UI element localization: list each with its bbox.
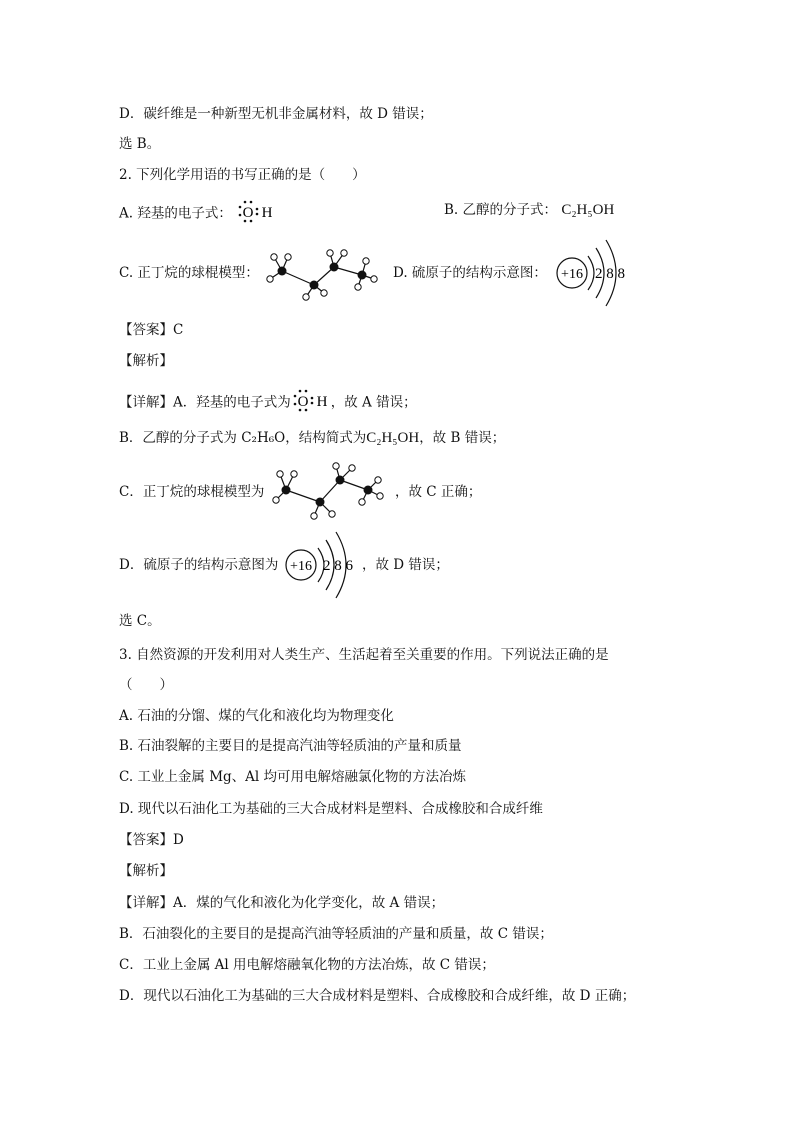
- explanation-a-suffix: ，故 A 错误；: [330, 394, 417, 411]
- sulfur-atom-diagram-answer: [284, 528, 364, 602]
- explanation-d: [119, 555, 278, 575]
- hydroxyl-electron-formula: [236, 200, 276, 228]
- explanation-a: 【详解】A．煤的气化和液化为化学变化，故 A 错误；: [119, 895, 445, 911]
- option-c-text: C. 正丁烷的球棍模型：: [119, 265, 259, 281]
- explanation-b-suffix: ，故 B 错误；: [419, 430, 506, 446]
- electron-shells: 2 8 8: [595, 266, 625, 282]
- ethanol-formula: C₂H₅OH: [561, 202, 615, 218]
- explanation-d-suffix: ，故 D 错误；: [362, 557, 449, 573]
- option-d-text: D. 硫原子的结构示意图：: [393, 265, 547, 281]
- hydroxyl-electron-formula: [291, 389, 331, 417]
- explanation-c: C．工业上金属 Al 用电解熔融氧化物的方法冶炼，故 C 错误；: [119, 957, 495, 973]
- explanation-c: [119, 482, 264, 502]
- analysis-label: 【解析】: [119, 353, 173, 369]
- explanation-b: B．石油裂化的主要目的是提高汽油等轻质油的产量和质量，故 C 错误；: [119, 926, 553, 942]
- hydrogen-symbol: H: [261, 205, 273, 221]
- question-2-stem: 2. 下列化学用语的书写正确的是（ ）: [119, 167, 366, 183]
- explanation-a-text: 【详解】A．羟基的电子式为: [119, 394, 291, 411]
- text-line: 选 B。: [119, 136, 161, 152]
- option-d: D. 现代以石油化工为基础的三大合成材料是塑料、合成橡胶和合成纤维: [119, 801, 543, 817]
- explanation-b-text: B．乙醇的分子式为 C₂H₆O，结构简式为: [119, 430, 367, 446]
- hydrogen-symbol: H: [316, 394, 328, 410]
- nucleus-charge: +16: [290, 559, 312, 574]
- question-3-stem: 3. 自然资源的开发利用对人类生产、生活起着至关重要的作用。下列说法正确的是: [119, 647, 609, 663]
- oxygen-symbol: O: [297, 394, 309, 410]
- question-3-paren: （ ）: [119, 677, 173, 693]
- explanation-c-suffix: ，故 C 正确；: [395, 484, 482, 500]
- option-a: [119, 200, 276, 228]
- option-c: [119, 263, 259, 283]
- explanation-b: [119, 428, 505, 448]
- analysis-label: 【解析】: [119, 863, 173, 879]
- answer-label: 【答案】C: [119, 322, 184, 338]
- explanation-c-text: C．正丁烷的球棍模型为: [119, 484, 265, 500]
- explanation-a: [119, 389, 417, 417]
- option-b: B. 石油裂解的主要目的是提高汽油等轻质油的产量和质量: [119, 738, 462, 754]
- option-b-text: B. 乙醇的分子式：: [444, 202, 558, 218]
- electron-shells: 2 8 6: [323, 558, 353, 574]
- option-d: [393, 263, 547, 283]
- butane-ball-stick-model: [270, 460, 394, 520]
- oxygen-symbol: O: [242, 205, 254, 221]
- answer-label: 【答案】D: [119, 832, 184, 848]
- ethanol-formula: C₂H₅OH: [366, 430, 420, 446]
- explanation-d: D．现代以石油化工为基础的三大合成材料是塑料、合成橡胶和合成纤维，故 D 正确；: [119, 988, 636, 1004]
- butane-ball-stick-model: [262, 243, 386, 303]
- sulfur-atom-diagram-option: [552, 236, 632, 310]
- choice-line: 选 C。: [119, 613, 161, 629]
- option-c: C. 工业上金属 Mg、Al 均可用电解熔融氯化物的方法冶炼: [119, 769, 467, 785]
- nucleus-charge: +16: [561, 267, 583, 282]
- option-b: [444, 200, 614, 220]
- option-a: A. 石油的分馏、煤的气化和液化均为物理变化: [119, 708, 394, 724]
- text-line: D．碳纤维是一种新型无机非金属材料，故 D 错误；: [119, 106, 433, 122]
- explanation-d-text: D．硫原子的结构示意图为: [119, 557, 279, 573]
- option-a-text: A. 羟基的电子式：: [119, 205, 232, 222]
